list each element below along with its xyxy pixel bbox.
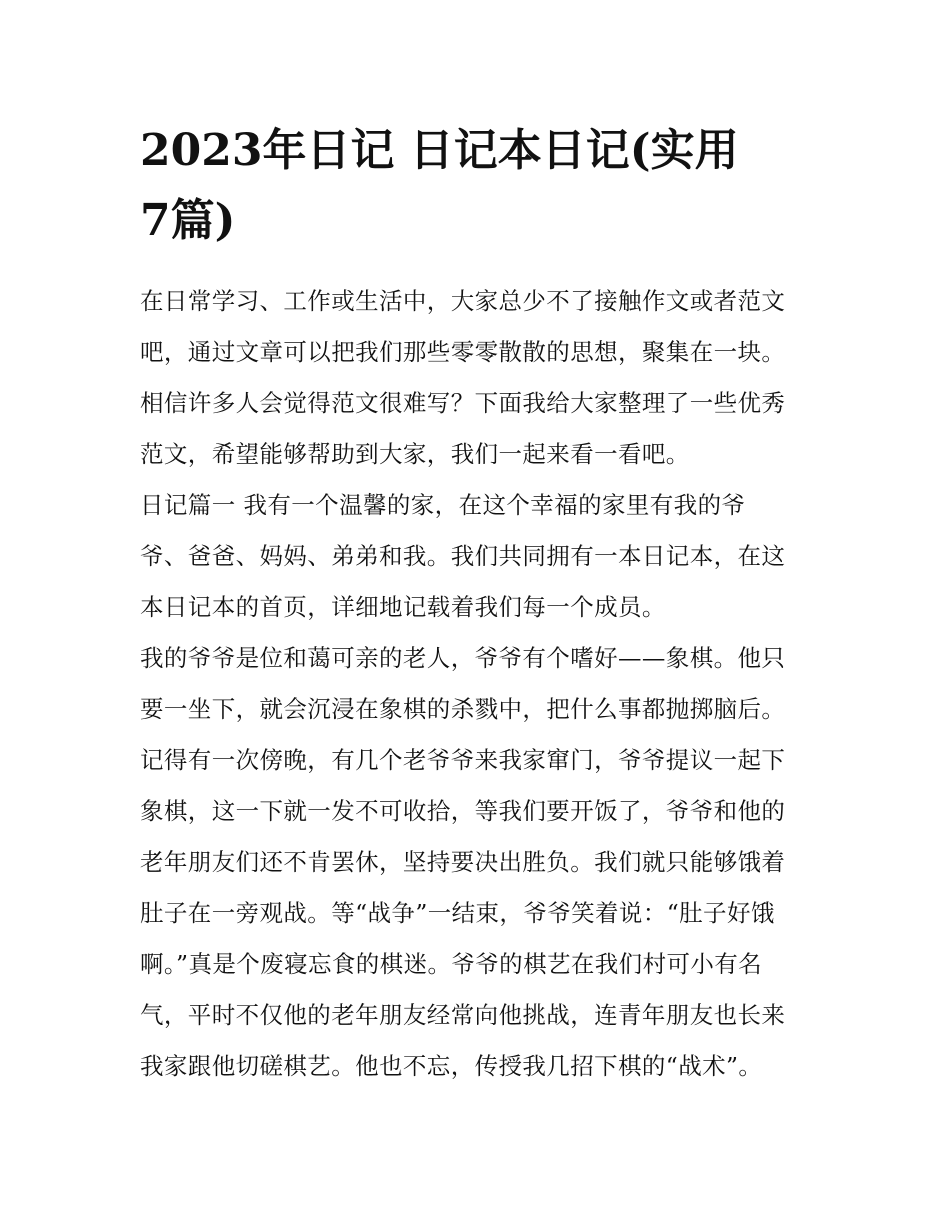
body-text-line: 在日常学习、工作或生活中，大家总少不了接触作文或者范文: [140, 287, 786, 315]
body-text-line: 气，平时不仅他的老年朋友经常向他挑战，连青年朋友也长来: [140, 1001, 786, 1029]
body-text-line: 相信许多人会觉得范文很难写？下面我给大家整理了一些优秀: [140, 389, 786, 417]
body-text-line: 啊。”真是个废寝忘食的棋迷。爷爷的棋艺在我们村可小有名: [140, 950, 763, 978]
body-text-line: 日记篇一 我有一个温馨的家，在这个幸福的家里有我的爷: [140, 491, 746, 519]
body-text-line: 要一坐下，就会沉浸在象棋的杀戮中，把什么事都抛掷脑后。: [140, 695, 786, 723]
body-text-line: 记得有一次傍晚，有几个老爷爷来我家窜门，爷爷提议一起下: [140, 746, 786, 774]
page-title: [140, 116, 820, 256]
title-line-1: 2023年日记 日记本日记(实用: [140, 125, 739, 176]
title-line-2: 7篇): [140, 195, 236, 246]
body-text-line: 老年朋友们还不肯罢休，坚持要决出胜负。我们就只能够饿着: [140, 848, 786, 876]
body-text-line: 我的爷爷是位和蔼可亲的老人，爷爷有个嗜好——象棋。他只: [140, 644, 786, 672]
body-text-line: 吧，通过文章可以把我们那些零零散散的思想，聚集在一块。: [140, 338, 786, 366]
body-text-line: 爷、爸爸、妈妈、弟弟和我。我们共同拥有一本日记本，在这: [140, 542, 786, 570]
document-body: [140, 276, 830, 1092]
body-text-line: 范文，希望能够帮助到大家，我们一起来看一看吧。: [140, 440, 690, 468]
body-text-line: 本日记本的首页，详细地记载着我们每一个成员。: [140, 593, 666, 621]
body-text-line: 肚子在一旁观战。等“战争”一结束，爷爷笑着说：“肚子好饿: [140, 899, 775, 927]
body-text-line: 我家跟他切磋棋艺。他也不忘，传授我几招下棋的“战术”。: [140, 1052, 763, 1080]
body-text-line: 象棋，这一下就一发不可收拾，等我们要开饭了，爷爷和他的: [140, 797, 786, 825]
